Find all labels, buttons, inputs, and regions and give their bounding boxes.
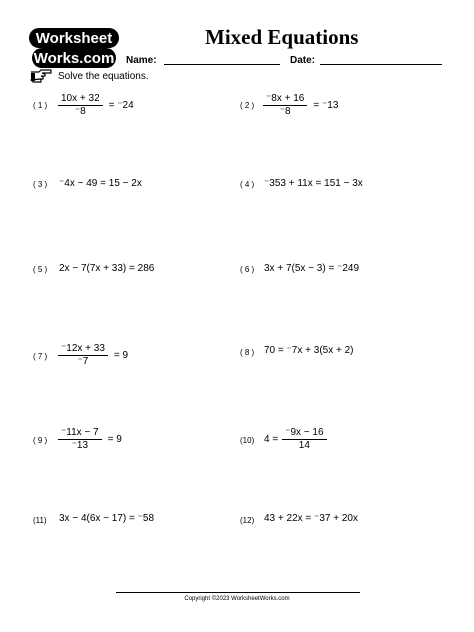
problem-equation: ⁻353 + 11x = 151 − 3x: [264, 178, 363, 189]
problem-number: ( 2 ): [240, 101, 255, 110]
problem-equation: 70 = ⁻7x + 3(5x + 2): [264, 345, 354, 356]
problem-number: ( 5 ): [33, 265, 48, 274]
equation-right: = ⁻13: [313, 100, 339, 111]
svg-text:Worksheet: Worksheet: [35, 30, 113, 47]
instructions: Solve the equations.: [58, 71, 149, 82]
pointing-hand-icon: [30, 69, 52, 83]
problem-number: ( 7 ): [33, 352, 48, 361]
copyright: Copyright ©2023 WorksheetWorks.com: [184, 596, 290, 602]
date-line[interactable]: [320, 64, 442, 65]
denominator: ⁻8: [279, 106, 291, 117]
worksheetworks-logo: [28, 26, 120, 70]
denominator: ⁻13: [71, 440, 89, 451]
problem-equation: ⁻4x − 49 = 15 − 2x: [59, 178, 142, 189]
numerator: ⁻9x − 16: [285, 427, 324, 438]
denominator: 14: [298, 440, 310, 451]
equation-right: = ⁻24: [108, 100, 134, 111]
problem-equation: [264, 427, 331, 452]
denominator: ⁻7: [77, 356, 89, 367]
problem-equation: [58, 427, 122, 452]
date-label: Date:: [290, 55, 316, 66]
denominator: ⁻8: [74, 106, 86, 117]
problem-equation: 3x − 4(6x − 17) = ⁻58: [59, 513, 155, 524]
problem-number: ( 9 ): [33, 436, 48, 445]
equation-right: = 9: [113, 350, 129, 361]
problem-equation: [58, 343, 128, 368]
problem-number: (10): [240, 436, 255, 445]
problem-number: ( 4 ): [240, 180, 255, 189]
numerator: ⁻12x + 33: [61, 343, 105, 354]
problem-equation: [58, 93, 134, 118]
problem-number: ( 8 ): [240, 348, 255, 357]
numerator: ⁻11x − 7: [61, 427, 99, 438]
problem-number: (11): [33, 516, 47, 525]
name-line[interactable]: [164, 64, 280, 65]
svg-text:Works.com: Works.com: [33, 50, 115, 67]
problem-equation: 43 + 22x = ⁻37 + 20x: [264, 513, 358, 524]
problem-equation: [263, 93, 338, 118]
page-title: Mixed Equations: [205, 25, 359, 49]
problem-number: ( 6 ): [240, 265, 255, 274]
problem-equation: 3x + 7(5x − 3) = ⁻249: [264, 263, 360, 274]
equation-left: 4 =: [264, 434, 279, 445]
footer-divider: [116, 592, 360, 593]
name-label: Name:: [126, 55, 157, 66]
problem-equation: 2x − 7(7x + 33) = 286: [59, 263, 155, 274]
problem-number: ( 3 ): [33, 180, 48, 189]
numerator: 10x + 32: [61, 93, 100, 104]
numerator: ⁻8x + 16: [266, 93, 305, 104]
problem-number: ( 1 ): [33, 101, 48, 110]
equation-right: = 9: [107, 434, 122, 445]
problem-number: (12): [240, 516, 255, 525]
